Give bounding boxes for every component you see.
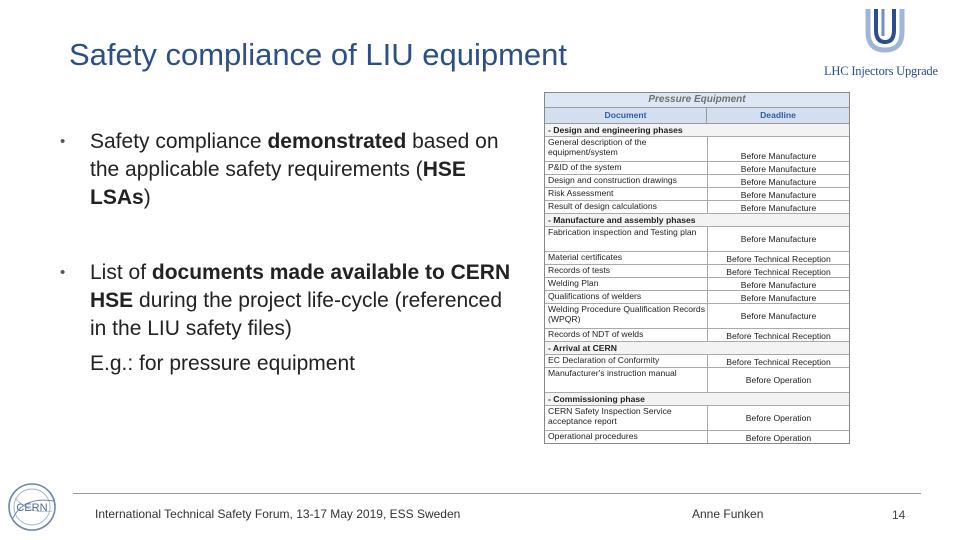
- table-row: [545, 252, 849, 265]
- col-header-document: Document: [545, 108, 707, 123]
- table-row: [545, 201, 849, 214]
- doc-cell: Records of tests: [545, 265, 708, 277]
- bullet-text: during the project life-cycle (referenced in the LIU safety files): [90, 289, 503, 340]
- bullet-bold-text: HSE LSAs: [90, 158, 466, 209]
- deadline-cell: Before Manufacture: [740, 280, 817, 290]
- doc-cell: Manufacturer's instruction manual: [545, 368, 708, 392]
- table-row: [545, 175, 849, 188]
- deadline-cell: Before Technical Reception: [726, 357, 831, 367]
- footer-author: Anne Funken: [692, 507, 764, 521]
- liu-logo-text: LHC Injectors Upgrade: [824, 64, 938, 78]
- doc-cell: Material certificates: [545, 252, 708, 264]
- deadline-cell: Before Manufacture: [740, 164, 817, 174]
- deadline-cell: Before Manufacture: [740, 151, 817, 161]
- deadline-cell: Before Operation: [745, 375, 812, 385]
- cern-logo: [6, 481, 58, 533]
- table-row: [545, 304, 849, 329]
- bullet-safety-compliance: [60, 128, 520, 212]
- phase-commissioning: - Commissioning phase: [545, 393, 849, 406]
- table-row: [545, 368, 849, 393]
- liu-logo: [824, 6, 952, 80]
- deadline-cell: Before Technical Reception: [726, 331, 831, 341]
- deadline-cell: Before Technical Reception: [726, 267, 831, 277]
- bullet-list: [60, 128, 520, 378]
- bullet-dot: •: [60, 133, 66, 150]
- deadline-cell: Before Manufacture: [740, 203, 817, 213]
- doc-cell: CERN Safety Inspection Service acceptance report: [545, 406, 708, 430]
- doc-cell: Operational procedures: [545, 431, 708, 443]
- deadline-cell: Before Operation: [745, 413, 812, 423]
- deadline-cell: Before Operation: [745, 433, 812, 443]
- deadline-cell: Before Manufacture: [740, 190, 817, 200]
- bullet-text: List of: [90, 261, 152, 284]
- table-row: [545, 329, 849, 342]
- doc-cell: Result of design calculations: [545, 201, 708, 213]
- doc-cell: Design and construction drawings: [545, 175, 708, 187]
- doc-cell: Fabrication inspection and Testing plan: [545, 227, 708, 251]
- cern-logo-icon: [6, 481, 58, 533]
- table-row: [545, 188, 849, 201]
- cern-logo-text: CERN: [16, 502, 48, 514]
- doc-cell: P&ID of the system: [545, 162, 708, 174]
- deadline-cell: Before Manufacture: [740, 311, 817, 321]
- bullet-text: ): [143, 186, 151, 209]
- phase-arrival: - Arrival at CERN: [545, 342, 849, 355]
- bullet-dot: •: [60, 264, 66, 281]
- phase-design: - Design and engineering phases: [545, 124, 849, 137]
- liu-u-icon: [862, 6, 908, 54]
- doc-cell: Welding Plan: [545, 278, 708, 290]
- table-header: [545, 108, 849, 124]
- doc-cell: Records of NDT of welds: [545, 329, 708, 341]
- table-row: [545, 431, 849, 443]
- doc-cell: Welding Procedure Qualification Records (WPQR): [545, 304, 708, 328]
- phase-manufacture: - Manufacture and assembly phases: [545, 214, 849, 227]
- table-row: [545, 137, 849, 162]
- doc-cell: EC Declaration of Conformity: [545, 355, 708, 367]
- footer-divider: [73, 493, 921, 494]
- table-row: [545, 406, 849, 431]
- doc-cell: Risk Assessment: [545, 188, 708, 200]
- bullet-text: based on the applicable safety requirements (: [90, 130, 499, 181]
- table-row: [545, 227, 849, 252]
- doc-cell: General description of the equipment/system: [545, 137, 708, 161]
- deadline-cell: Before Manufacture: [740, 234, 817, 244]
- bullet-text: Safety compliance: [90, 130, 268, 153]
- bullet-example-text: E.g.: for pressure equipment: [90, 352, 355, 375]
- col-header-deadline: Deadline: [760, 110, 796, 120]
- table-row: [545, 291, 849, 304]
- table-row: [545, 265, 849, 278]
- pressure-equipment-table: [544, 92, 850, 444]
- bullet-documents-list: [60, 259, 520, 378]
- page-number: 14: [892, 508, 906, 522]
- bullet-bold-text: demonstrated: [267, 130, 407, 153]
- table-row: [545, 355, 849, 368]
- bullet-bold-text: documents made available to CERN HSE: [90, 261, 511, 312]
- deadline-cell: Before Manufacture: [740, 293, 817, 303]
- deadline-cell: Before Manufacture: [740, 177, 817, 187]
- doc-cell: Qualifications of welders: [545, 291, 708, 303]
- footer-forum: International Technical Safety Forum, 13-17 May 2019, ESS Sweden: [95, 507, 461, 521]
- table-row: [545, 162, 849, 175]
- deadline-cell: Before Technical Reception: [726, 254, 831, 264]
- table-title: Pressure Equipment: [545, 93, 849, 108]
- slide-title: Safety compliance of LIU equipment: [69, 37, 567, 72]
- table-row: [545, 278, 849, 291]
